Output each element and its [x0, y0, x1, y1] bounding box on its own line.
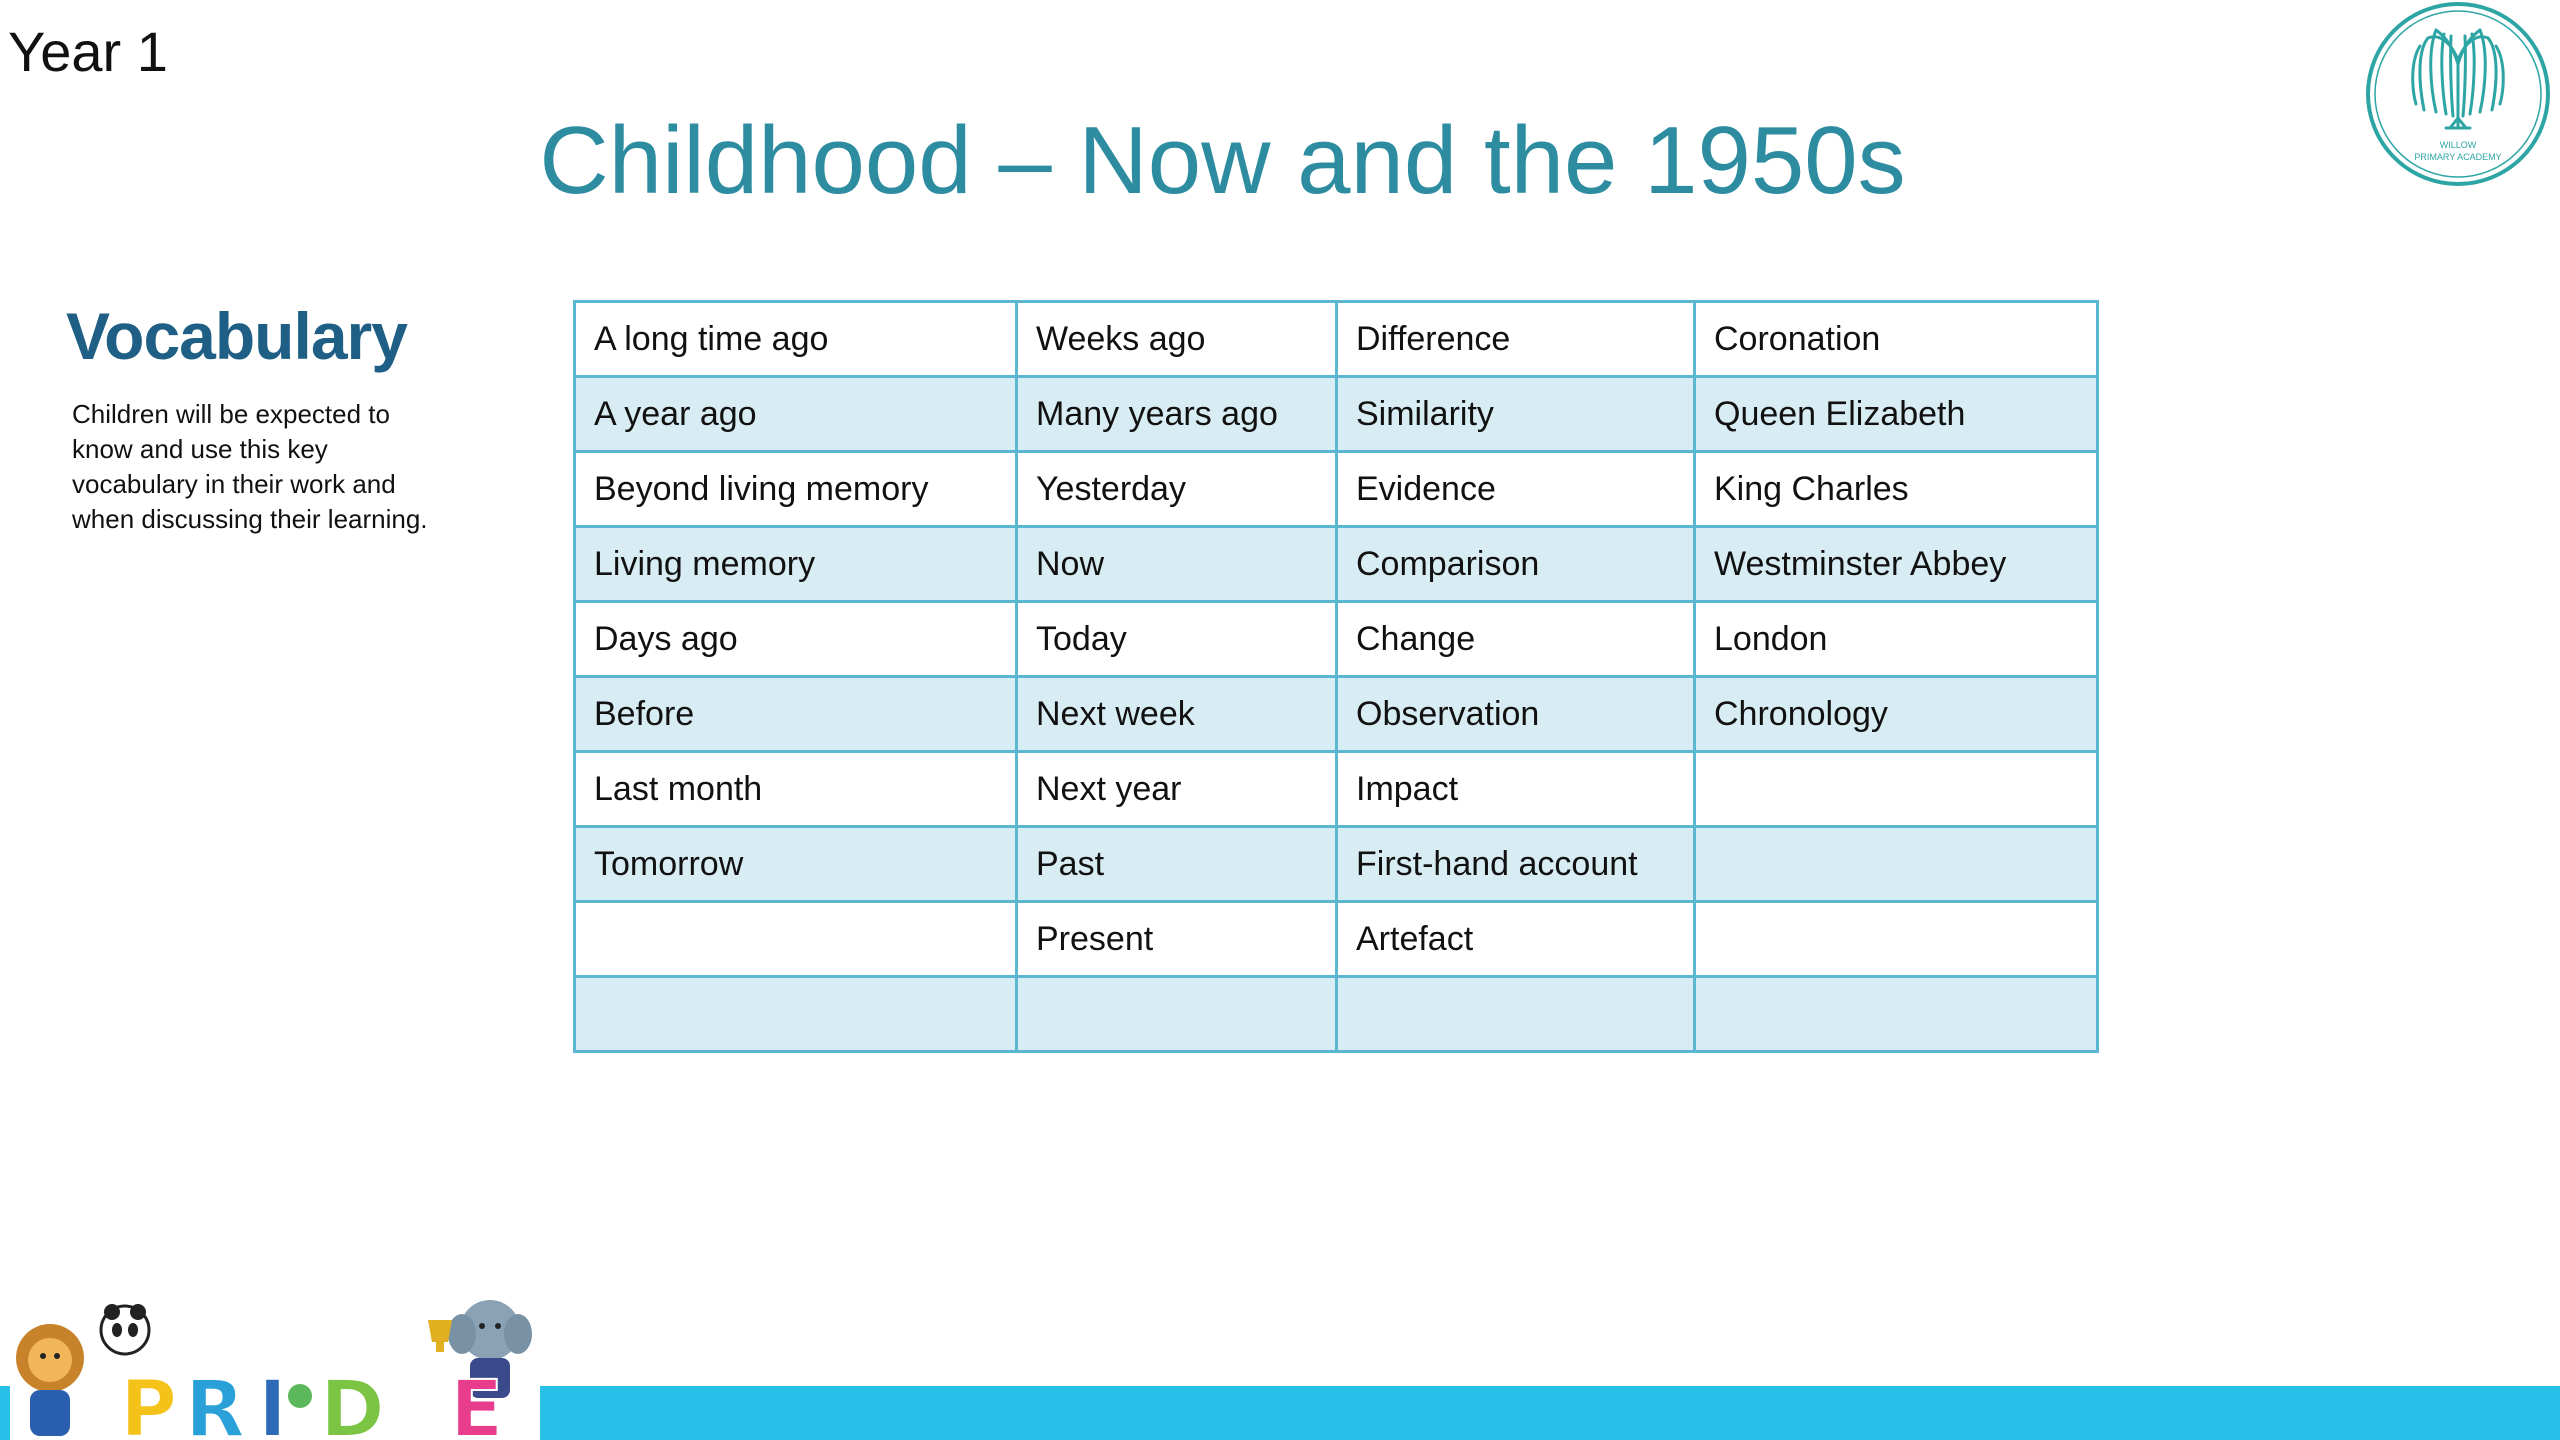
- table-cell: Yesterday: [1017, 452, 1337, 527]
- table-cell: Next week: [1017, 677, 1337, 752]
- table-cell: [1695, 752, 2098, 827]
- table-cell: Evidence: [1337, 452, 1695, 527]
- table-cell: Today: [1017, 602, 1337, 677]
- table-cell: Now: [1017, 527, 1337, 602]
- table-cell: Past: [1017, 827, 1337, 902]
- table-row: [575, 902, 2098, 977]
- table-cell: Change: [1337, 602, 1695, 677]
- table-cell: Queen Elizabeth: [1695, 377, 2098, 452]
- panda-character-icon: [101, 1304, 149, 1354]
- table-cell: Present: [1017, 902, 1337, 977]
- logo-text-bottom: PRIMARY ACADEMY: [2414, 152, 2502, 162]
- table-cell: First-hand account: [1337, 827, 1695, 902]
- table-cell: Weeks ago: [1017, 302, 1337, 377]
- gecko-character-icon: [288, 1384, 312, 1408]
- table-cell: Tomorrow: [575, 827, 1017, 902]
- table-cell: [1017, 977, 1337, 1052]
- table-row: [575, 302, 2098, 377]
- vocabulary-table: [573, 300, 2099, 1053]
- vocabulary-description: Children will be expected to know and use this key vocabulary in their work and when discussing their learning.: [72, 399, 428, 534]
- table-row: [575, 977, 2098, 1052]
- footer-bar: [540, 1386, 2560, 1440]
- table-cell: Artefact: [1337, 902, 1695, 977]
- table-cell: Last month: [575, 752, 1017, 827]
- pride-characters-banner-icon: [0, 1290, 545, 1440]
- table-row: [575, 827, 2098, 902]
- table-cell: Difference: [1337, 302, 1695, 377]
- table-row: [575, 527, 2098, 602]
- table-cell: A long time ago: [575, 302, 1017, 377]
- table-row: [575, 677, 2098, 752]
- table-cell: Westminster Abbey: [1695, 527, 2098, 602]
- pride-letter-p: P: [120, 1365, 178, 1440]
- pride-letter-d: D: [320, 1365, 385, 1440]
- table-cell: Coronation: [1695, 302, 2098, 377]
- table-cell: [1337, 977, 1695, 1052]
- willow-tree-logo-icon: [2358, 0, 2554, 192]
- table-row: [575, 752, 2098, 827]
- table-cell: Similarity: [1337, 377, 1695, 452]
- page-title: Childhood – Now and the 1950s: [539, 107, 1906, 214]
- table-cell: Before: [575, 677, 1017, 752]
- table-cell: Observation: [1337, 677, 1695, 752]
- table-cell: Many years ago: [1017, 377, 1337, 452]
- table-cell: [1695, 977, 2098, 1052]
- trophy-icon: [428, 1320, 452, 1352]
- vocabulary-heading: Vocabulary: [66, 299, 407, 373]
- table-row: [575, 602, 2098, 677]
- table-row: [575, 452, 2098, 527]
- table-cell: [1695, 827, 2098, 902]
- table-cell: Next year: [1017, 752, 1337, 827]
- table-cell: Living memory: [575, 527, 1017, 602]
- lion-character-icon: [16, 1324, 84, 1436]
- table-cell: A year ago: [575, 377, 1017, 452]
- table-cell: Days ago: [575, 602, 1017, 677]
- table-cell: [575, 902, 1017, 977]
- table-row: [575, 377, 2098, 452]
- table-cell: London: [1695, 602, 2098, 677]
- table-cell: Comparison: [1337, 527, 1695, 602]
- table-cell: Impact: [1337, 752, 1695, 827]
- logo-text-top: WILLOW: [2439, 140, 2477, 150]
- year-label: Year 1: [8, 20, 168, 83]
- pride-letter-i: I: [258, 1365, 288, 1440]
- pride-letter-e: E: [450, 1365, 504, 1440]
- pride-letter-r: R: [185, 1365, 246, 1440]
- table-cell: Chronology: [1695, 677, 2098, 752]
- table-cell: Beyond living memory: [575, 452, 1017, 527]
- table-cell: [1695, 902, 2098, 977]
- table-cell: King Charles: [1695, 452, 2098, 527]
- table-cell: [575, 977, 1017, 1052]
